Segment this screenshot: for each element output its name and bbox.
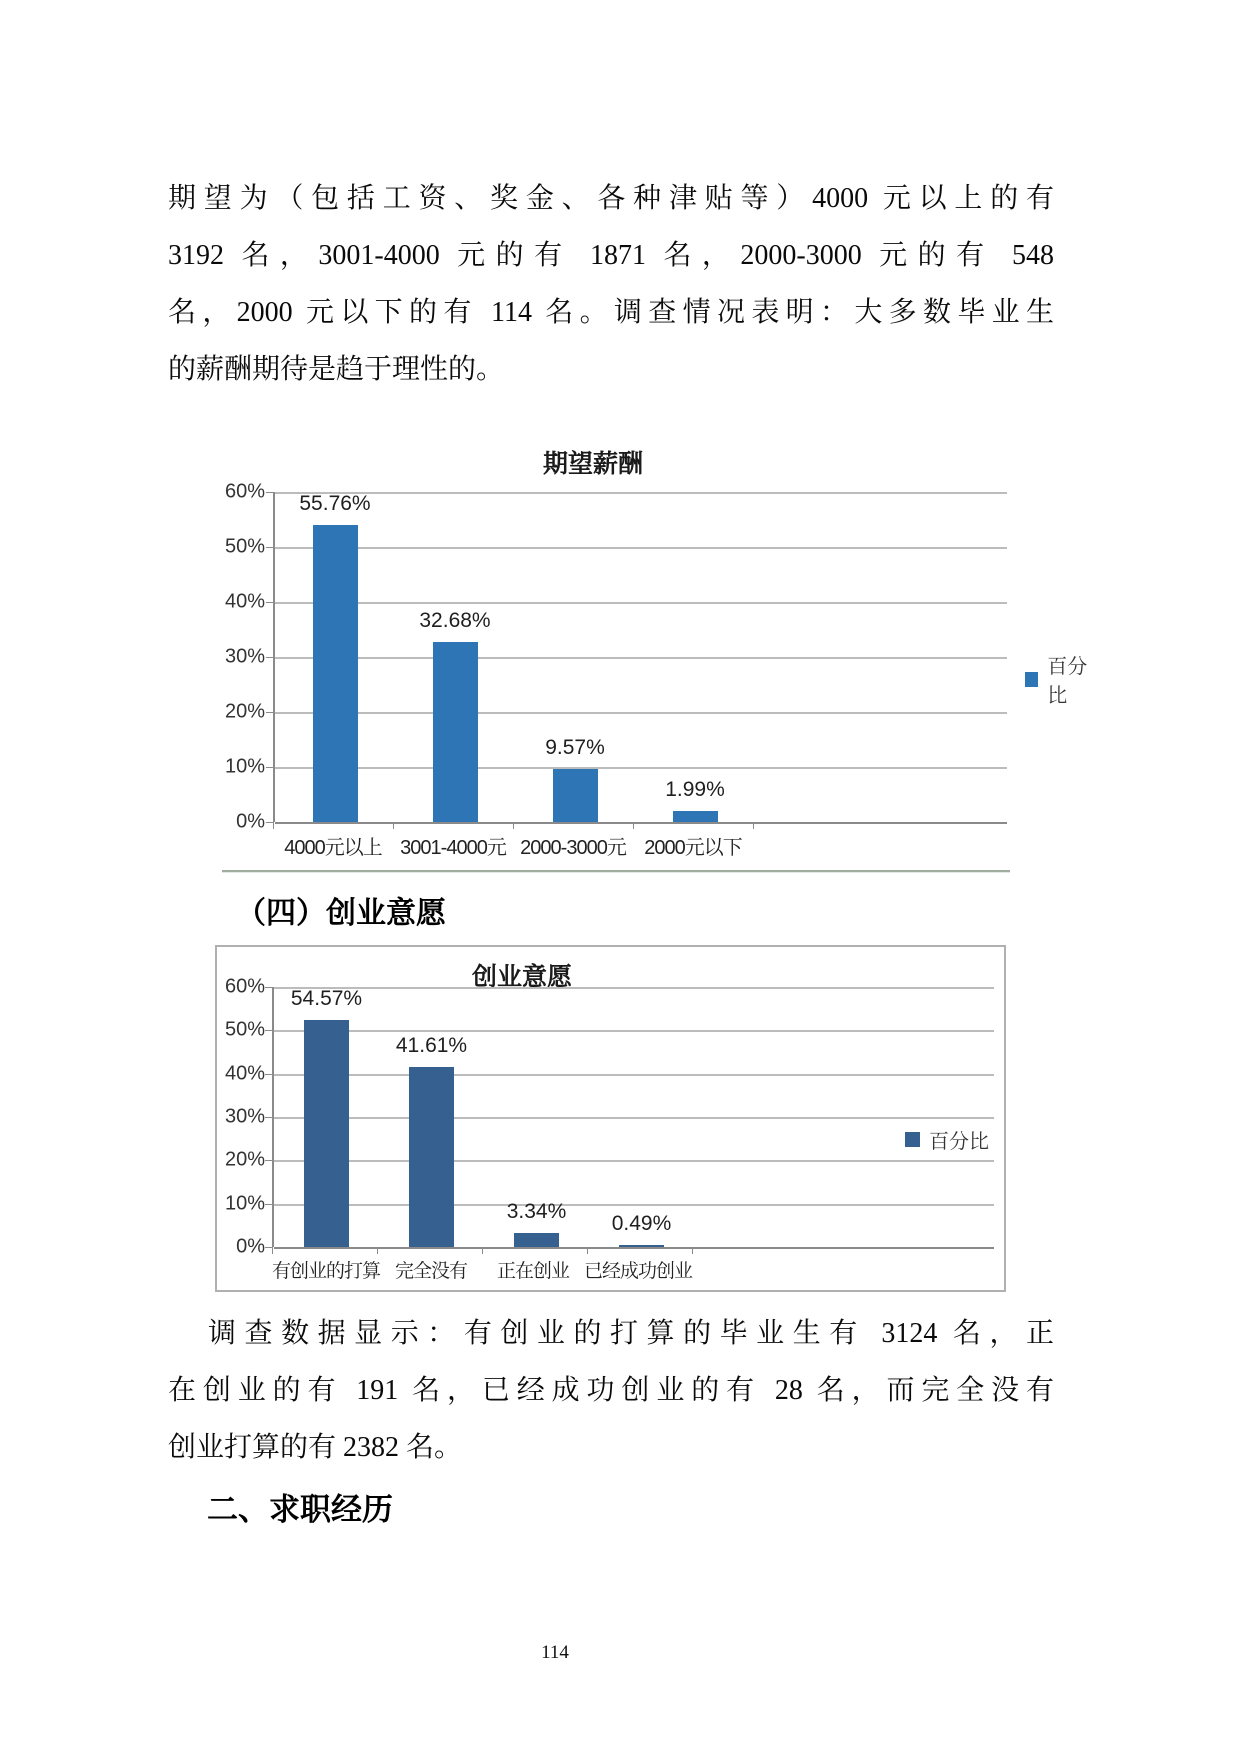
text-line: 期望为（包括工资、奖金、各种津贴等）4000 元以上的有: [168, 183, 1054, 214]
y-axis-tick-label: 50%: [224, 535, 265, 558]
chart-title: 期望薪酬: [542, 450, 643, 478]
bar-slot: [515, 492, 635, 822]
y-axis-tickmark: [265, 1074, 273, 1075]
text-line: 3192 名，3001-4000 元的有 1871 名，2000-3000 元的有 548: [168, 240, 1054, 271]
y-axis-tickmark: [266, 657, 274, 658]
y-axis-tick-label: 60%: [224, 480, 265, 503]
y-axis-tick-label: 10%: [224, 1192, 265, 1215]
y-axis-tickmark: [266, 712, 274, 713]
x-axis-category-label: 已经成功创业: [583, 1261, 692, 1282]
paragraph-expected-salary: [168, 170, 1054, 398]
legend-label: 百分比: [929, 1131, 989, 1153]
section-heading-job-search: 二、求职经历: [207, 1492, 393, 1527]
text-line: 名，2000 元以下的有 114 名。调查情况表明：大多数毕业生: [168, 297, 1054, 328]
y-axis-labels: [170, 480, 265, 833]
legend-swatch: [905, 1132, 920, 1147]
bar-series: [275, 492, 755, 822]
text-line: 调查数据显示：有创业的打算的毕业生有 3124 名，正: [208, 1318, 1054, 1349]
x-axis-category-label: 有创业的打算: [272, 1261, 381, 1282]
bar-slot: [274, 987, 379, 1247]
y-axis-labels: [217, 975, 265, 1258]
y-axis-tick-label: 10%: [224, 755, 265, 778]
plot-area: [273, 492, 1007, 822]
y-axis-tick-label: 30%: [224, 1105, 265, 1128]
bar: [304, 1020, 349, 1247]
y-axis-tick-label: 20%: [224, 700, 265, 723]
plot-area: [272, 987, 994, 1247]
x-axis-line: [275, 822, 1007, 824]
y-axis-tickmark: [265, 1117, 273, 1118]
bar-value-label: 55.76%: [299, 492, 371, 515]
y-axis-tick-label: 20%: [224, 1148, 265, 1171]
entrepreneurship-chart: [215, 945, 1006, 1292]
x-axis-category-label: 正在创业: [496, 1261, 569, 1282]
bar: [619, 1245, 664, 1247]
y-axis-tick-label: 40%: [224, 1062, 265, 1085]
y-axis-tick-label: 50%: [224, 1018, 265, 1041]
bar-value-label: 9.57%: [545, 736, 605, 760]
bar-slot: [589, 987, 694, 1247]
text-line: 创业打算的有 2382 名。: [168, 1432, 463, 1463]
bar-value-label: 41.61%: [395, 1033, 468, 1057]
x-axis-category-label: 3001-4000元: [400, 837, 506, 859]
chart-title: 创业意愿: [471, 963, 572, 991]
text-line: 在创业的有 191 名，已经成功创业的有 28 名，而完全没有: [168, 1375, 1054, 1406]
bar-slot: [275, 492, 395, 822]
y-axis-tick-label: 30%: [224, 645, 265, 668]
y-axis-tick-label: 0%: [236, 810, 265, 833]
y-axis-tickmark: [266, 547, 274, 548]
legend-label: 百分比: [1047, 656, 1088, 707]
bar: [553, 769, 598, 822]
bar: [433, 642, 478, 822]
y-axis-tickmark: [266, 767, 274, 768]
x-axis-category-label: 4000元以上: [284, 837, 382, 859]
bar-value-label: 54.57%: [290, 987, 363, 1010]
bar-slot: [395, 492, 515, 822]
bar-value-label: 1.99%: [665, 778, 725, 802]
bar: [409, 1067, 454, 1247]
x-axis-labels: [272, 1256, 692, 1283]
bar-value-label: 32.68%: [419, 609, 491, 633]
section-heading-entrepreneurship: （四）创业意愿: [236, 897, 446, 930]
bar-series: [274, 987, 694, 1247]
paragraph-survey-data: [168, 1305, 1054, 1476]
x-axis-line: [274, 1247, 994, 1249]
legend: [1025, 650, 1100, 708]
y-axis-tickmark: [265, 987, 273, 988]
y-axis-tick-label: 60%: [224, 975, 265, 998]
y-axis-tickmark: [266, 492, 274, 493]
expected-salary-chart: [160, 398, 1100, 863]
page-number: 114: [541, 1642, 569, 1663]
y-axis-tickmark: [265, 1160, 273, 1161]
x-axis-labels: [273, 831, 753, 860]
x-axis-category-label: 完全没有: [395, 1261, 468, 1282]
y-axis-tickmark: [265, 1204, 273, 1205]
text-line: 的薪酬期待是趋于理性的。: [168, 354, 505, 385]
y-axis-tick-label: 40%: [224, 590, 265, 613]
bar: [673, 811, 718, 822]
bar-slot: [379, 987, 484, 1247]
separator-line: [222, 870, 1010, 873]
bar: [514, 1233, 559, 1248]
bar-value-label: 0.49%: [611, 1211, 672, 1235]
bar-slot: [484, 987, 589, 1247]
y-axis-tick-label: 0%: [236, 1235, 265, 1258]
legend-swatch: [1025, 672, 1038, 687]
legend: [905, 1125, 989, 1154]
y-axis-tickmark: [266, 602, 274, 603]
y-axis-tickmark: [265, 1030, 273, 1031]
bar-slot: [635, 492, 755, 822]
x-axis-category-label: 2000元以下: [644, 837, 742, 859]
bar: [313, 525, 358, 822]
bar-value-label: 3.34%: [506, 1199, 567, 1223]
x-axis-category-label: 2000-3000元: [520, 837, 626, 859]
